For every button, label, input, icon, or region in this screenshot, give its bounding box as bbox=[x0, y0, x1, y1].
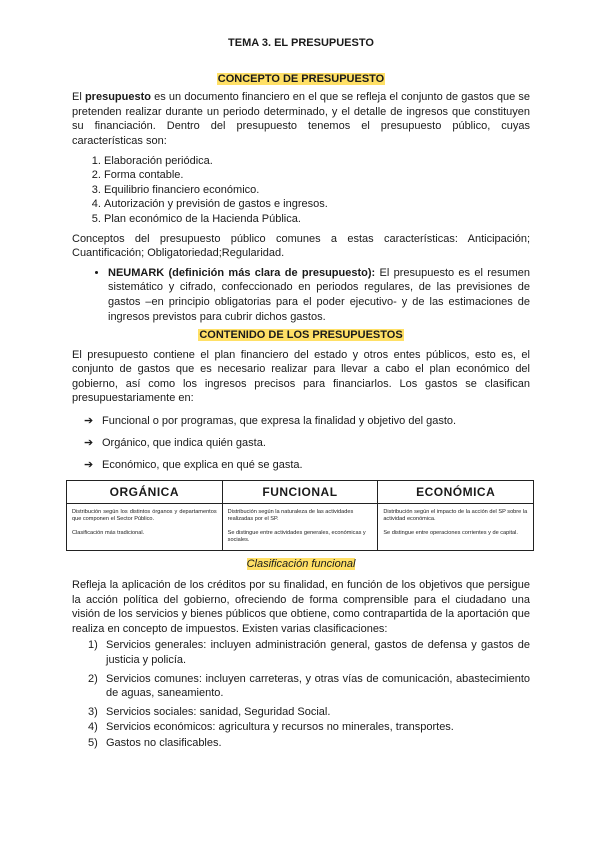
text: Distribución según los distintos órganos y departamentos que componen el Sector Público. bbox=[72, 509, 217, 523]
text: Servicios generales: incluyen administración general, gastos de defensa y gastos de justicia y policía. bbox=[106, 639, 530, 666]
text: Servicios económicos: agricultura y recursos no minerales, transportes. bbox=[106, 721, 454, 734]
list-number: 2) bbox=[88, 672, 98, 685]
table-cell bbox=[222, 504, 378, 551]
text: Distribución según la naturaleza de las actividades realizadas por el SP. bbox=[227, 509, 354, 523]
bold-term: presupuesto bbox=[84, 91, 151, 104]
list-item bbox=[84, 414, 530, 429]
neumark-list bbox=[72, 266, 530, 324]
text: El presupuesto es el resumen sistemático y cifrado, confeccionado en periodos regulares, de las previsiones de gastos –en principio obligatorias para el poder ejecutivo- y de las estimaciones de ingresos previstos para cubrir dichos gastos. bbox=[108, 266, 530, 323]
list-item: 3. Equilibrio financiero económico. bbox=[104, 183, 530, 198]
text: Gastos no clasificables. bbox=[106, 736, 222, 749]
list-item bbox=[88, 705, 530, 720]
text: Orgánico, que indica quién gasta. bbox=[102, 437, 266, 450]
text: Económico, que explica en qué se gasta. bbox=[102, 459, 303, 472]
list-number: 3) bbox=[88, 705, 98, 718]
list-item bbox=[88, 720, 530, 735]
table-cell bbox=[67, 504, 223, 551]
table-row bbox=[67, 504, 534, 551]
list-item: 2. Forma contable. bbox=[104, 168, 530, 183]
list-item bbox=[84, 458, 530, 473]
funcional-paragraph: Refleja la aplicación de los créditos por su finalidad, en función de los objetivos que persigue la acción política del gobierno, ofreciendo de forma comprensible para el ciudadano una visión de los servicios y bienes públicos que obtiene, como contrapartida de la aportación que realiza en concepto de impuestos. Existen varias clasificaciones: bbox=[72, 578, 530, 635]
list-item bbox=[88, 638, 530, 667]
arrow-icon: ➔ bbox=[84, 459, 94, 472]
heading-text: CONCEPTO DE PRESUPUESTO bbox=[217, 72, 385, 85]
text: Se distingue entre operaciones corrientes y de capital. bbox=[383, 530, 518, 537]
text: Servicios sociales: sanidad, Seguridad Social. bbox=[106, 705, 331, 718]
text: Distribución según el impacto de la acción del SP sobre la actividad económica. bbox=[383, 509, 528, 523]
list-number: 4) bbox=[88, 721, 98, 734]
contenido-paragraph: El presupuesto contiene el plan financiero del estado y otros entes públicos, esto es, el conjunto de gastos que es necesario realizar para llevar a cabo el plan económico del gobierno, así como los ingresos precisos para financiarlos. Los gastos se clasifican presupuestariamente en: bbox=[72, 348, 530, 405]
functional-classes-list bbox=[72, 638, 530, 750]
text: Clasificación más tradicional. bbox=[72, 530, 145, 537]
text: Funcional o por programas, que expresa la finalidad y objetivo del gasto. bbox=[102, 415, 457, 428]
section-heading-funcional bbox=[72, 557, 530, 572]
table-header: FUNCIONAL bbox=[222, 481, 378, 504]
list-number: 5) bbox=[88, 736, 98, 749]
list-number: 1) bbox=[88, 639, 98, 652]
bold-term: NEUMARK (definición más clara de presupuesto): bbox=[108, 266, 376, 279]
common-concepts-paragraph: Conceptos del presupuesto público comunes a estas características: Anticipación; Cuantificación; Obligatoriedad;Regularidad. bbox=[72, 232, 530, 260]
list-item bbox=[108, 266, 530, 324]
table-header-row bbox=[67, 481, 534, 504]
classification-table bbox=[66, 480, 534, 551]
characteristics-list bbox=[72, 154, 530, 227]
section-heading-contenido bbox=[72, 328, 530, 343]
heading-text: CONTENIDO DE LOS PRESUPUESTOS bbox=[199, 329, 403, 342]
arrow-icon: ➔ bbox=[84, 437, 94, 450]
text: Se distingue entre actividades generales, económicas y sociales. bbox=[227, 530, 366, 544]
table-header: ECONÓMICA bbox=[378, 481, 534, 504]
expense-types-list bbox=[72, 414, 530, 473]
document-title: TEMA 3. EL PRESUPUESTO bbox=[228, 37, 374, 49]
heading-text: Clasificación funcional bbox=[246, 558, 356, 571]
list-item bbox=[88, 736, 530, 751]
text: Servicios comunes: incluyen carreteras, y otras vías de comunicación, abastecimiento de aguas, saneamiento. bbox=[106, 672, 530, 700]
document-page bbox=[72, 36, 530, 750]
table-header: ORGÁNICA bbox=[67, 481, 223, 504]
list-item bbox=[88, 672, 530, 701]
section-heading-concepto bbox=[72, 72, 530, 87]
list-item: 1. Elaboración periódica. bbox=[104, 154, 530, 169]
text: El bbox=[72, 91, 85, 104]
text: es un documento financiero en el que se refleja el conjunto de gastos que se pretenden realizar durante un periodo determinado, y el detalle de ingresos que constituyen su financiación. Dentro del presupuesto tenemos el presupuesto público, cuyas características son: bbox=[72, 91, 530, 147]
concepto-paragraph bbox=[72, 90, 530, 148]
table-cell bbox=[378, 504, 534, 551]
list-item: 5. Plan económico de la Hacienda Pública. bbox=[104, 212, 530, 227]
list-item: 4. Autorización y previsión de gastos e ingresos. bbox=[104, 197, 530, 212]
arrow-icon: ➔ bbox=[84, 415, 94, 428]
list-item bbox=[84, 436, 530, 451]
